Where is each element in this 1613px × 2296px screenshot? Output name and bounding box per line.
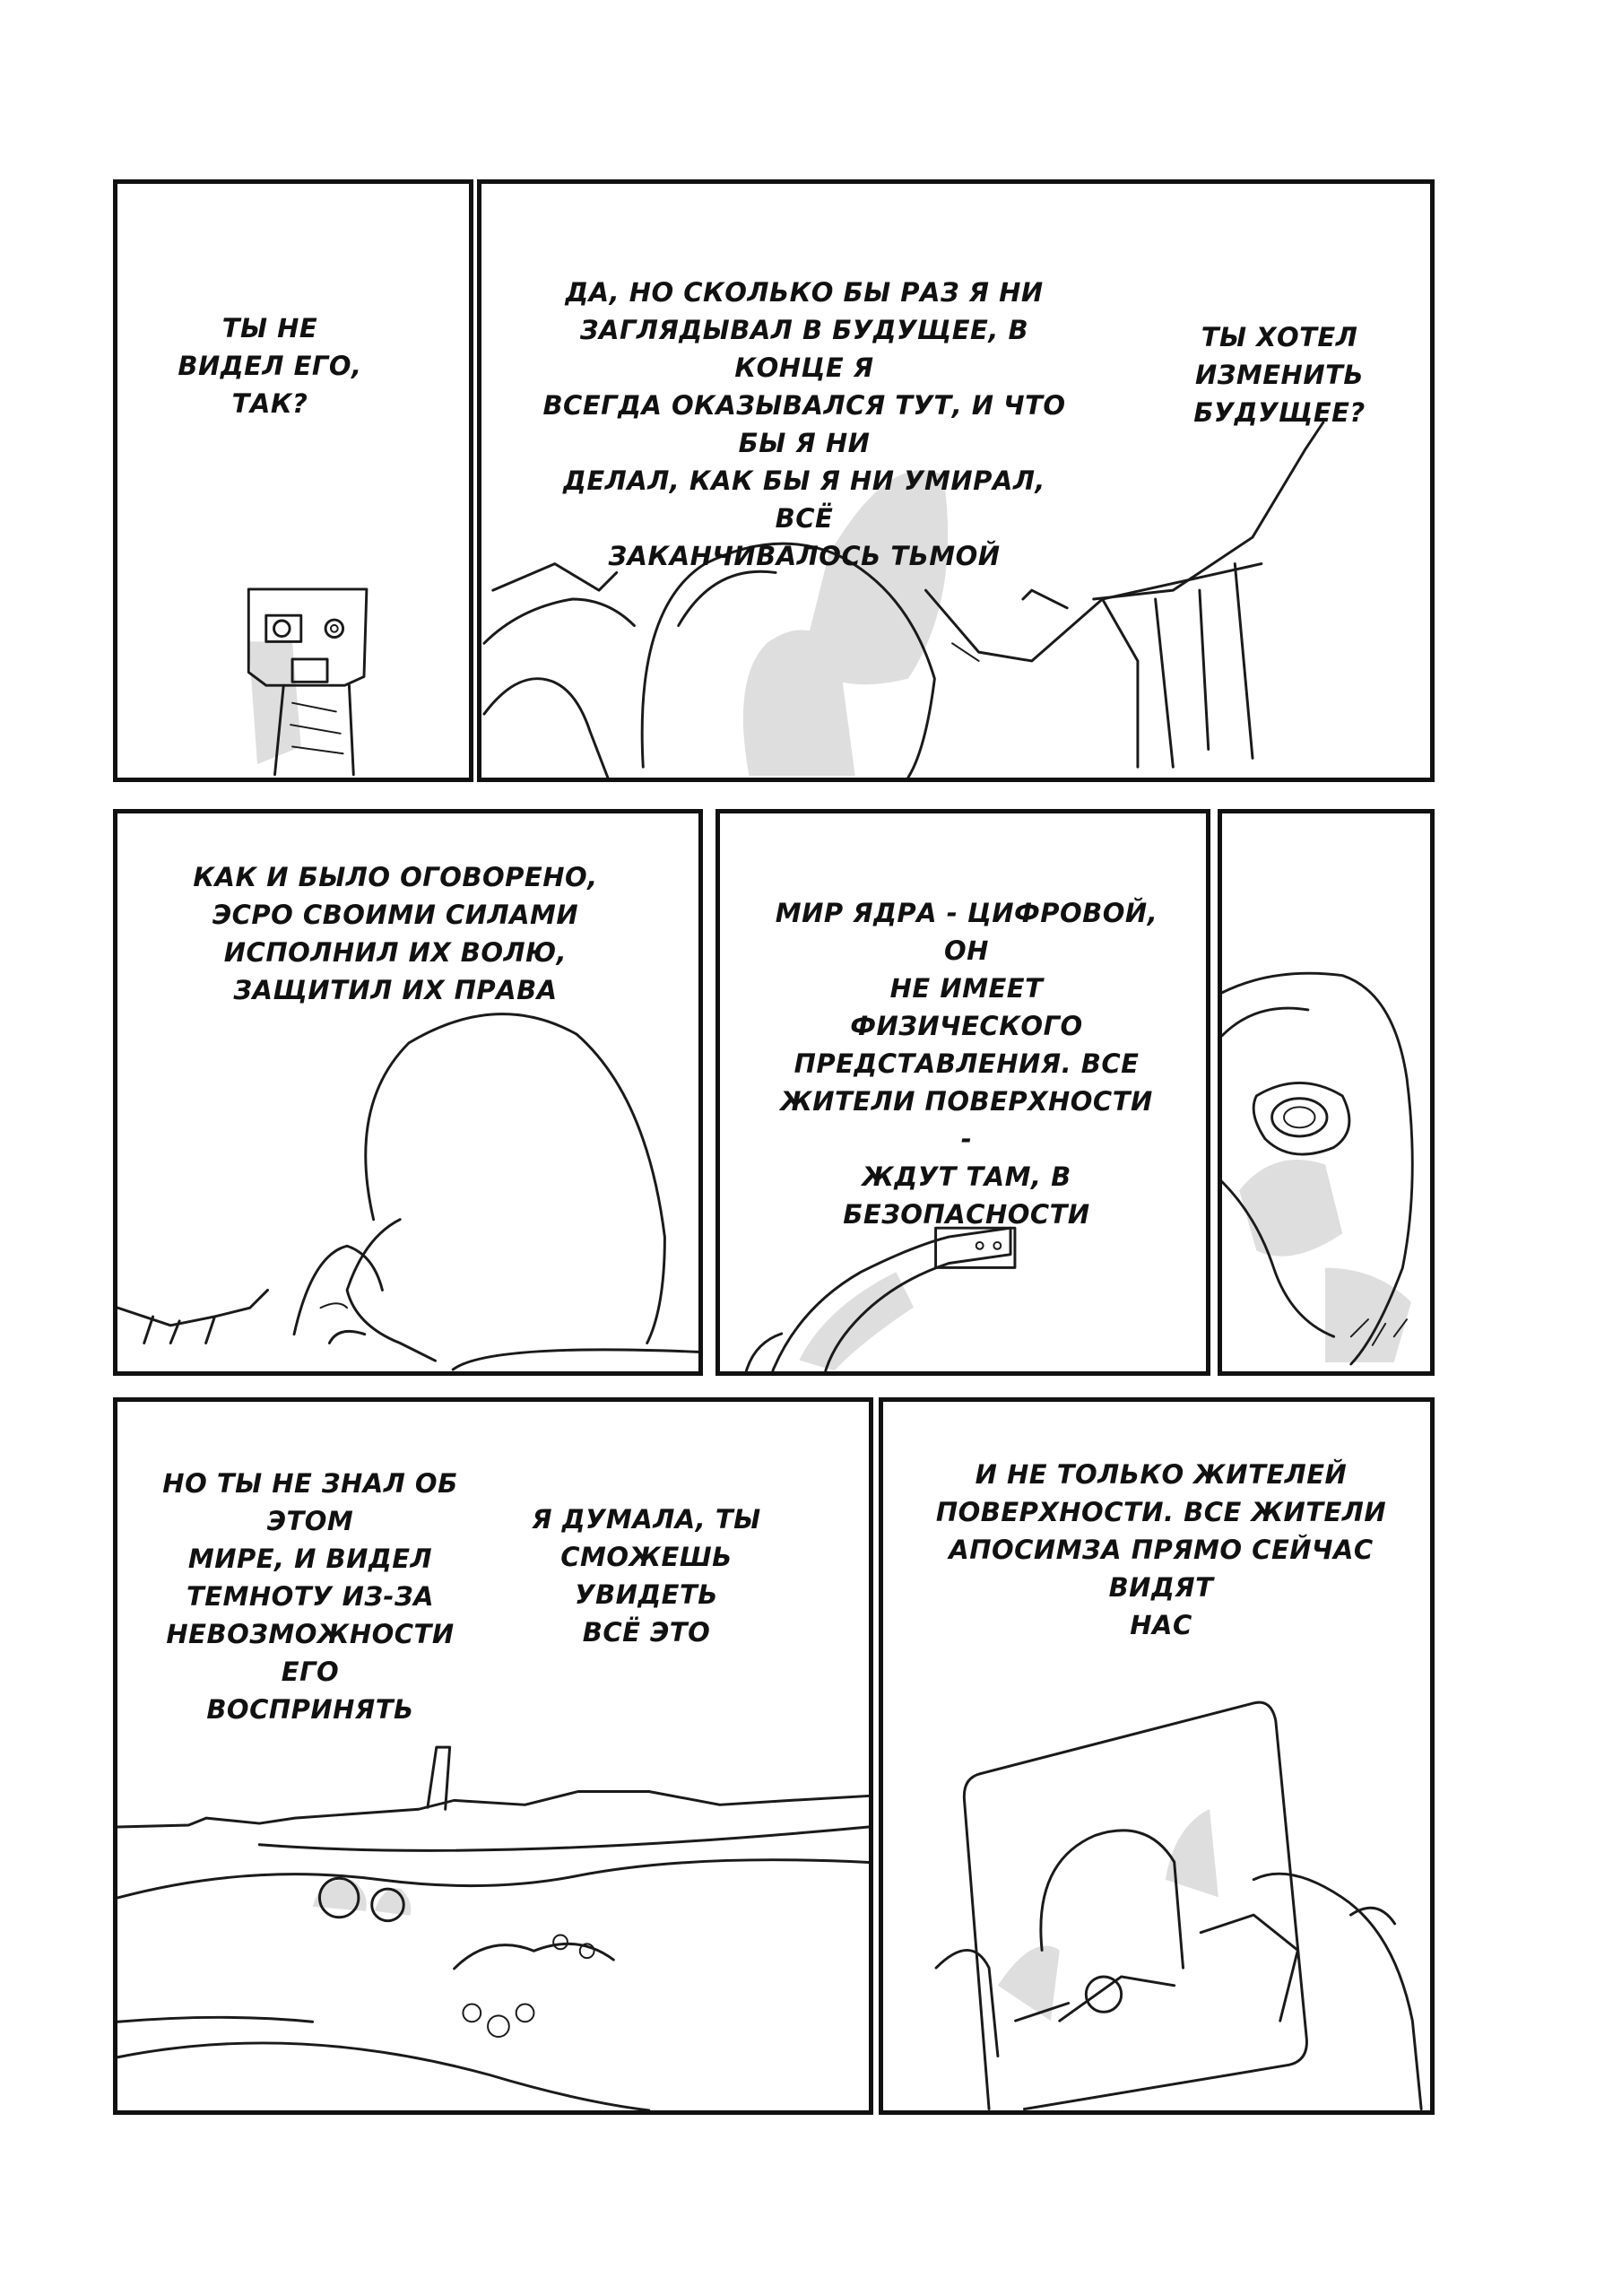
robot-head-illustration <box>117 184 469 778</box>
panel-4 <box>715 809 1210 1376</box>
panel-1 <box>113 179 473 782</box>
panel-6 <box>113 1397 873 2115</box>
caption: КАК И БЫЛО ОГОВОРЕНО, ЭСРО СВОИМИ СИЛАМИ ИСПОЛНИЛ ИХ ВОЛЮ, ЗАЩИТИЛ ИХ ПРАВА <box>193 862 598 1005</box>
caption: И НЕ ТОЛЬКО ЖИТЕЛЕЙ ПОВЕРХНОСТИ. ВСЕ ЖИТЕЛИ АПОСИМЗА ПРЯМО СЕЙЧАС ВИДЯТ НАС <box>935 1459 1387 1640</box>
panel-2 <box>477 179 1435 782</box>
caption: Я ДУМАЛА, ТЫ СМОЖЕШЬ УВИДЕТЬ ВСЁ ЭТО <box>532 1504 761 1648</box>
panel-5 <box>1218 809 1435 1376</box>
creature-closeup-illustration <box>1222 813 1430 1371</box>
panel-7 <box>879 1397 1435 2115</box>
caption: ДА, НО СКОЛЬКО БЫ РАЗ Я НИ ЗАГЛЯДЫВАЛ В БУДУЩЕЕ, В КОНЦЕ Я ВСЕГДА ОКАЗЫВАЛСЯ ТУТ, И ЧТО БЫ Я НИ ДЕЛАЛ, КАК БЫ Я НИ УМИРАЛ, ВСЁ ЗАКАНЧИВАЛОСЬ ТЬМОЙ <box>542 277 1066 571</box>
panel-3 <box>113 809 703 1376</box>
caption: ТЫ НЕ ВИДЕЛ ЕГО, ТАК? <box>178 313 362 419</box>
caption: ТЫ ХОТЕЛ ИЗМЕНИТЬ БУДУЩЕЕ? <box>1193 322 1366 428</box>
caption: МИР ЯДРА - ЦИФРОВОЙ, ОН НЕ ИМЕЕТ ФИЗИЧЕСКОГО ПРЕДСТАВЛЕНИЯ. ВСЕ ЖИТЕЛИ ПОВЕРХНОСТИ - ЖДУТ ТАМ, В БЕЗОПАСНОСТИ <box>775 898 1158 1230</box>
caption: НО ТЫ НЕ ЗНАЛ ОБ ЭТОМ МИРЕ, И ВИДЕЛ ТЕМНОТУ ИЗ-ЗА НЕВОЗМОЖНОСТИ ЕГО ВОСПРИНЯТЬ <box>162 1468 458 1725</box>
